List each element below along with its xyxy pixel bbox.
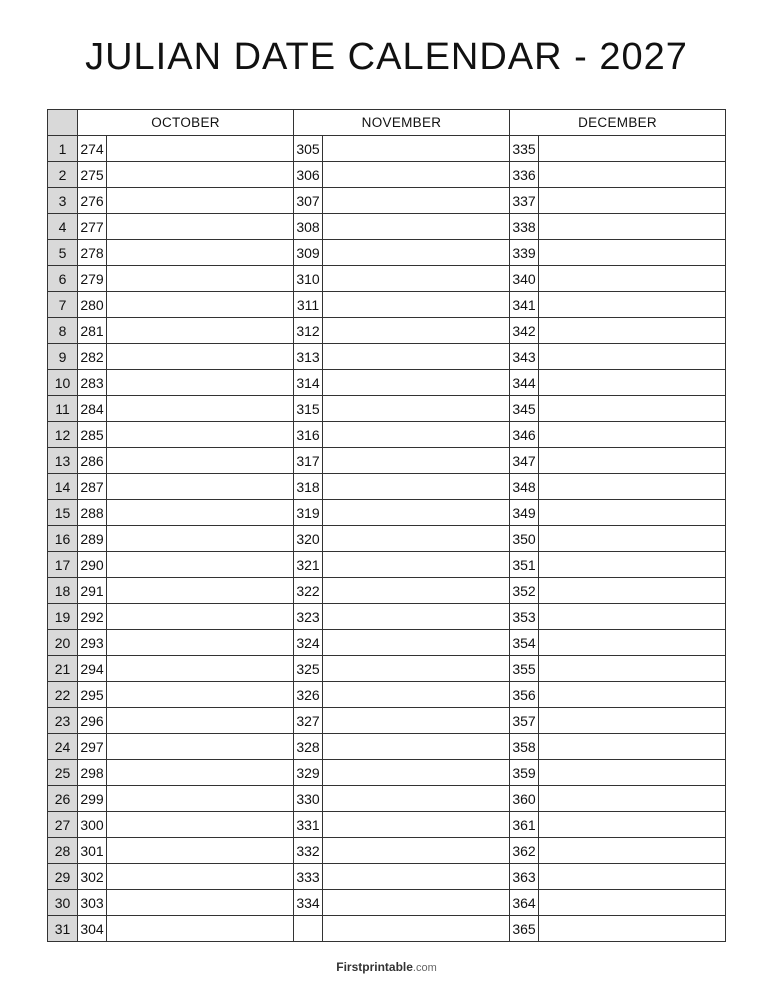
julian-day-oct: 295 <box>78 682 107 708</box>
julian-day-oct: 278 <box>78 240 107 266</box>
table-row <box>48 630 726 656</box>
note-cell-dec[interactable] <box>539 864 726 890</box>
table-row <box>48 396 726 422</box>
julian-day-oct: 286 <box>78 448 107 474</box>
day-number: 21 <box>48 656 78 682</box>
julian-day-nov: 309 <box>294 240 323 266</box>
month-header-november: NOVEMBER <box>294 110 510 136</box>
julian-day-dec: 343 <box>510 344 539 370</box>
note-cell-nov[interactable] <box>323 396 510 422</box>
julian-day-dec: 339 <box>510 240 539 266</box>
table-row <box>48 760 726 786</box>
note-cell-oct[interactable] <box>107 474 294 500</box>
note-cell-dec[interactable] <box>539 422 726 448</box>
day-number: 28 <box>48 838 78 864</box>
julian-day-dec: 357 <box>510 708 539 734</box>
note-cell-dec[interactable] <box>539 916 726 942</box>
note-cell-oct[interactable] <box>107 604 294 630</box>
note-cell-nov[interactable] <box>323 292 510 318</box>
julian-day-dec: 337 <box>510 188 539 214</box>
julian-day-nov <box>294 916 323 942</box>
note-cell-nov[interactable] <box>323 188 510 214</box>
julian-day-oct: 276 <box>78 188 107 214</box>
julian-day-dec: 349 <box>510 500 539 526</box>
day-number: 1 <box>48 136 78 162</box>
julian-day-dec: 359 <box>510 760 539 786</box>
day-number: 12 <box>48 422 78 448</box>
table-row <box>48 474 726 500</box>
julian-day-oct: 284 <box>78 396 107 422</box>
julian-day-nov: 311 <box>294 292 323 318</box>
month-header-december: DECEMBER <box>510 110 726 136</box>
julian-day-nov: 332 <box>294 838 323 864</box>
note-cell-dec[interactable] <box>539 890 726 916</box>
note-cell-dec[interactable] <box>539 786 726 812</box>
note-cell-dec[interactable] <box>539 578 726 604</box>
julian-day-oct: 289 <box>78 526 107 552</box>
table-row <box>48 344 726 370</box>
julian-day-oct: 299 <box>78 786 107 812</box>
note-cell-dec[interactable] <box>539 136 726 162</box>
note-cell-oct[interactable] <box>107 370 294 396</box>
note-cell-nov[interactable] <box>323 916 510 942</box>
table-row <box>48 136 726 162</box>
julian-day-oct: 298 <box>78 760 107 786</box>
note-cell-dec[interactable] <box>539 188 726 214</box>
note-cell-oct[interactable] <box>107 526 294 552</box>
julian-day-oct: 301 <box>78 838 107 864</box>
julian-day-dec: 355 <box>510 656 539 682</box>
julian-day-oct: 277 <box>78 214 107 240</box>
note-cell-dec[interactable] <box>539 630 726 656</box>
julian-day-dec: 354 <box>510 630 539 656</box>
julian-day-dec: 365 <box>510 916 539 942</box>
day-number: 30 <box>48 890 78 916</box>
julian-day-nov: 313 <box>294 344 323 370</box>
table-row <box>48 292 726 318</box>
note-cell-oct[interactable] <box>107 838 294 864</box>
julian-day-nov: 320 <box>294 526 323 552</box>
day-number: 15 <box>48 500 78 526</box>
table-row <box>48 370 726 396</box>
note-cell-oct[interactable] <box>107 266 294 292</box>
julian-day-nov: 330 <box>294 786 323 812</box>
julian-day-nov: 323 <box>294 604 323 630</box>
julian-day-dec: 363 <box>510 864 539 890</box>
julian-day-nov: 328 <box>294 734 323 760</box>
day-number: 9 <box>48 344 78 370</box>
page-title: JULIAN DATE CALENDAR - 2027 <box>85 36 688 78</box>
table-row <box>48 656 726 682</box>
note-cell-nov[interactable] <box>323 474 510 500</box>
table-row <box>48 526 726 552</box>
footer-tld: .com <box>412 962 437 974</box>
note-cell-nov[interactable] <box>323 136 510 162</box>
table-row <box>48 422 726 448</box>
note-cell-oct[interactable] <box>107 292 294 318</box>
table-row <box>48 188 726 214</box>
table-row <box>48 916 726 942</box>
day-number: 17 <box>48 552 78 578</box>
note-cell-nov[interactable] <box>323 552 510 578</box>
julian-day-oct: 274 <box>78 136 107 162</box>
note-cell-oct[interactable] <box>107 578 294 604</box>
note-cell-dec[interactable] <box>539 526 726 552</box>
day-number: 5 <box>48 240 78 266</box>
julian-day-dec: 341 <box>510 292 539 318</box>
julian-day-dec: 347 <box>510 448 539 474</box>
note-cell-oct[interactable] <box>107 318 294 344</box>
note-cell-oct[interactable] <box>107 682 294 708</box>
note-cell-nov[interactable] <box>323 344 510 370</box>
julian-day-oct: 279 <box>78 266 107 292</box>
julian-day-nov: 317 <box>294 448 323 474</box>
julian-day-dec: 358 <box>510 734 539 760</box>
julian-date-table <box>47 109 726 942</box>
table-row <box>48 318 726 344</box>
note-cell-dec[interactable] <box>539 838 726 864</box>
julian-day-dec: 340 <box>510 266 539 292</box>
julian-day-dec: 362 <box>510 838 539 864</box>
note-cell-dec[interactable] <box>539 214 726 240</box>
note-cell-oct[interactable] <box>107 396 294 422</box>
note-cell-oct[interactable] <box>107 448 294 474</box>
julian-day-oct: 290 <box>78 552 107 578</box>
footer-brand: Firstprintable <box>336 960 413 974</box>
julian-day-oct: 293 <box>78 630 107 656</box>
julian-day-nov: 324 <box>294 630 323 656</box>
julian-day-nov: 318 <box>294 474 323 500</box>
table-row <box>48 240 726 266</box>
note-cell-oct[interactable] <box>107 162 294 188</box>
julian-day-nov: 319 <box>294 500 323 526</box>
julian-day-dec: 346 <box>510 422 539 448</box>
julian-day-oct: 296 <box>78 708 107 734</box>
day-number: 29 <box>48 864 78 890</box>
julian-day-dec: 356 <box>510 682 539 708</box>
julian-day-nov: 306 <box>294 162 323 188</box>
note-cell-nov[interactable] <box>323 604 510 630</box>
julian-day-nov: 331 <box>294 812 323 838</box>
julian-day-nov: 312 <box>294 318 323 344</box>
note-cell-nov[interactable] <box>323 708 510 734</box>
julian-day-oct: 294 <box>78 656 107 682</box>
note-cell-nov[interactable] <box>323 266 510 292</box>
table-row <box>48 812 726 838</box>
julian-day-oct: 282 <box>78 344 107 370</box>
note-cell-nov[interactable] <box>323 786 510 812</box>
note-cell-nov[interactable] <box>323 760 510 786</box>
julian-day-oct: 281 <box>78 318 107 344</box>
note-cell-dec[interactable] <box>539 344 726 370</box>
julian-day-oct: 291 <box>78 578 107 604</box>
table-row <box>48 708 726 734</box>
julian-day-nov: 307 <box>294 188 323 214</box>
note-cell-nov[interactable] <box>323 812 510 838</box>
note-cell-oct[interactable] <box>107 422 294 448</box>
note-cell-nov[interactable] <box>323 240 510 266</box>
day-number: 20 <box>48 630 78 656</box>
note-cell-dec[interactable] <box>539 240 726 266</box>
note-cell-nov[interactable] <box>323 734 510 760</box>
day-number: 27 <box>48 812 78 838</box>
note-cell-nov[interactable] <box>323 682 510 708</box>
note-cell-dec[interactable] <box>539 318 726 344</box>
julian-day-nov: 316 <box>294 422 323 448</box>
table-row <box>48 838 726 864</box>
julian-day-dec: 348 <box>510 474 539 500</box>
julian-day-dec: 361 <box>510 812 539 838</box>
julian-day-nov: 325 <box>294 656 323 682</box>
julian-day-dec: 345 <box>510 396 539 422</box>
calendar-body <box>48 136 726 942</box>
julian-day-dec: 344 <box>510 370 539 396</box>
note-cell-oct[interactable] <box>107 864 294 890</box>
note-cell-dec[interactable] <box>539 812 726 838</box>
table-row <box>48 864 726 890</box>
table-row <box>48 786 726 812</box>
day-number: 23 <box>48 708 78 734</box>
note-cell-dec[interactable] <box>539 370 726 396</box>
note-cell-nov[interactable] <box>323 370 510 396</box>
note-cell-nov[interactable] <box>323 864 510 890</box>
day-number: 4 <box>48 214 78 240</box>
note-cell-dec[interactable] <box>539 474 726 500</box>
table-row <box>48 448 726 474</box>
note-cell-dec[interactable] <box>539 448 726 474</box>
table-row <box>48 500 726 526</box>
julian-day-nov: 333 <box>294 864 323 890</box>
julian-day-nov: 334 <box>294 890 323 916</box>
day-number: 16 <box>48 526 78 552</box>
note-cell-dec[interactable] <box>539 604 726 630</box>
day-number: 13 <box>48 448 78 474</box>
note-cell-oct[interactable] <box>107 734 294 760</box>
table-row <box>48 682 726 708</box>
note-cell-oct[interactable] <box>107 760 294 786</box>
day-number: 6 <box>48 266 78 292</box>
note-cell-dec[interactable] <box>539 656 726 682</box>
table-row <box>48 604 726 630</box>
note-cell-dec[interactable] <box>539 292 726 318</box>
table-row <box>48 214 726 240</box>
note-cell-dec[interactable] <box>539 162 726 188</box>
note-cell-oct[interactable] <box>107 500 294 526</box>
julian-day-dec: 336 <box>510 162 539 188</box>
julian-day-oct: 302 <box>78 864 107 890</box>
day-number: 31 <box>48 916 78 942</box>
table-row <box>48 552 726 578</box>
day-number: 24 <box>48 734 78 760</box>
julian-day-dec: 352 <box>510 578 539 604</box>
julian-day-nov: 329 <box>294 760 323 786</box>
julian-day-oct: 304 <box>78 916 107 942</box>
table-row <box>48 890 726 916</box>
julian-day-nov: 308 <box>294 214 323 240</box>
note-cell-oct[interactable] <box>107 656 294 682</box>
julian-day-nov: 314 <box>294 370 323 396</box>
julian-day-oct: 280 <box>78 292 107 318</box>
month-header-row <box>48 110 726 136</box>
julian-day-nov: 315 <box>294 396 323 422</box>
julian-day-nov: 327 <box>294 708 323 734</box>
note-cell-dec[interactable] <box>539 760 726 786</box>
table-row <box>48 734 726 760</box>
note-cell-dec[interactable] <box>539 708 726 734</box>
julian-day-dec: 342 <box>510 318 539 344</box>
note-cell-oct[interactable] <box>107 786 294 812</box>
note-cell-dec[interactable] <box>539 682 726 708</box>
note-cell-nov[interactable] <box>323 162 510 188</box>
julian-day-oct: 287 <box>78 474 107 500</box>
note-cell-dec[interactable] <box>539 734 726 760</box>
note-cell-nov[interactable] <box>323 214 510 240</box>
note-cell-nov[interactable] <box>323 578 510 604</box>
note-cell-nov[interactable] <box>323 500 510 526</box>
day-number: 26 <box>48 786 78 812</box>
day-number: 18 <box>48 578 78 604</box>
note-cell-oct[interactable] <box>107 344 294 370</box>
julian-day-dec: 360 <box>510 786 539 812</box>
julian-day-oct: 288 <box>78 500 107 526</box>
note-cell-nov[interactable] <box>323 838 510 864</box>
footer <box>0 960 773 974</box>
table-row <box>48 578 726 604</box>
note-cell-oct[interactable] <box>107 136 294 162</box>
note-cell-nov[interactable] <box>323 318 510 344</box>
day-number: 2 <box>48 162 78 188</box>
julian-day-dec: 350 <box>510 526 539 552</box>
julian-day-oct: 303 <box>78 890 107 916</box>
julian-day-nov: 305 <box>294 136 323 162</box>
note-cell-dec[interactable] <box>539 266 726 292</box>
note-cell-dec[interactable] <box>539 500 726 526</box>
note-cell-oct[interactable] <box>107 214 294 240</box>
note-cell-oct[interactable] <box>107 890 294 916</box>
note-cell-oct[interactable] <box>107 188 294 214</box>
julian-day-oct: 300 <box>78 812 107 838</box>
note-cell-oct[interactable] <box>107 240 294 266</box>
day-number: 8 <box>48 318 78 344</box>
julian-day-dec: 351 <box>510 552 539 578</box>
note-cell-dec[interactable] <box>539 396 726 422</box>
day-number: 10 <box>48 370 78 396</box>
julian-day-oct: 292 <box>78 604 107 630</box>
julian-day-dec: 364 <box>510 890 539 916</box>
julian-day-dec: 335 <box>510 136 539 162</box>
note-cell-dec[interactable] <box>539 552 726 578</box>
corner-cell <box>48 110 78 136</box>
day-number: 19 <box>48 604 78 630</box>
day-number: 25 <box>48 760 78 786</box>
day-number: 11 <box>48 396 78 422</box>
julian-day-oct: 297 <box>78 734 107 760</box>
julian-day-nov: 310 <box>294 266 323 292</box>
month-header-october: OCTOBER <box>78 110 294 136</box>
note-cell-oct[interactable] <box>107 916 294 942</box>
note-cell-oct[interactable] <box>107 630 294 656</box>
day-number: 22 <box>48 682 78 708</box>
day-number: 3 <box>48 188 78 214</box>
julian-day-oct: 283 <box>78 370 107 396</box>
note-cell-nov[interactable] <box>323 448 510 474</box>
julian-day-oct: 275 <box>78 162 107 188</box>
julian-day-nov: 321 <box>294 552 323 578</box>
note-cell-oct[interactable] <box>107 812 294 838</box>
day-number: 7 <box>48 292 78 318</box>
note-cell-nov[interactable] <box>323 526 510 552</box>
day-number: 14 <box>48 474 78 500</box>
note-cell-oct[interactable] <box>107 708 294 734</box>
note-cell-nov[interactable] <box>323 890 510 916</box>
julian-day-oct: 285 <box>78 422 107 448</box>
note-cell-nov[interactable] <box>323 422 510 448</box>
julian-day-dec: 353 <box>510 604 539 630</box>
julian-day-nov: 322 <box>294 578 323 604</box>
julian-day-nov: 326 <box>294 682 323 708</box>
table-row <box>48 162 726 188</box>
note-cell-nov[interactable] <box>323 656 510 682</box>
julian-day-dec: 338 <box>510 214 539 240</box>
table-row <box>48 266 726 292</box>
note-cell-nov[interactable] <box>323 630 510 656</box>
note-cell-oct[interactable] <box>107 552 294 578</box>
